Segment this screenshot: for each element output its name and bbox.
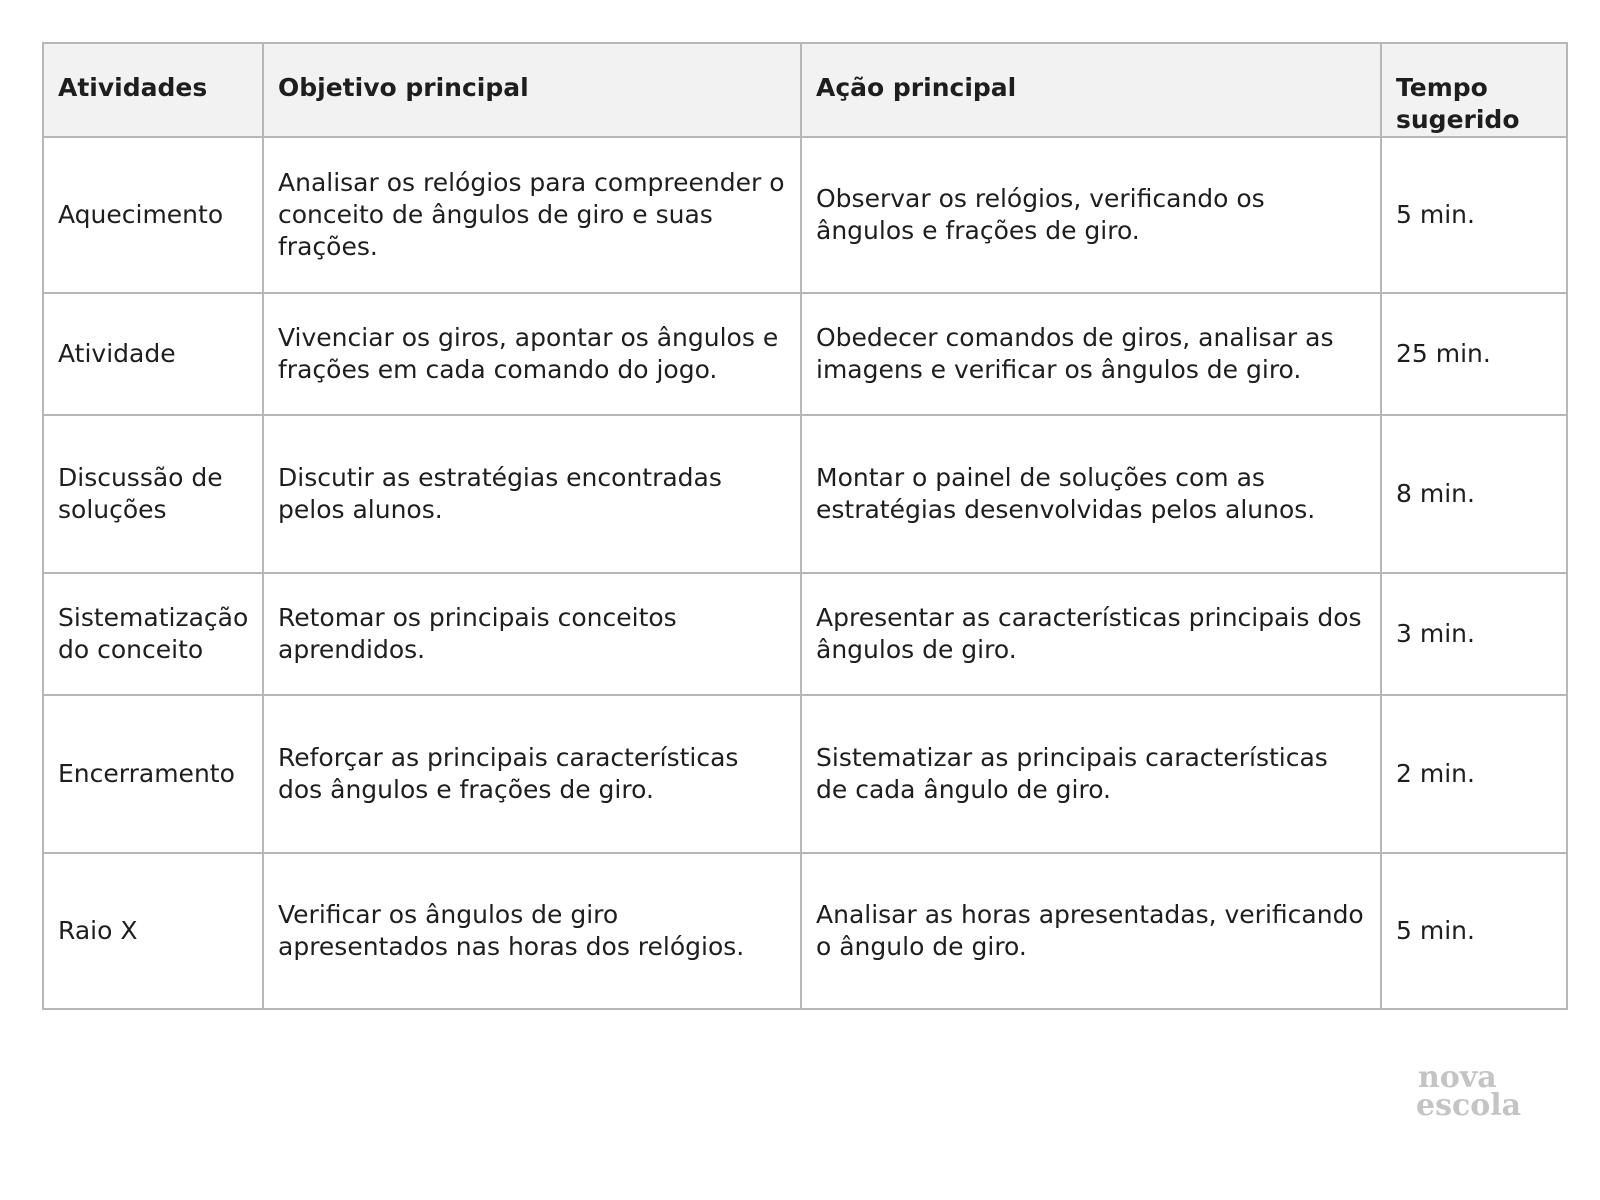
cell-tempo: 8 min. [1381, 415, 1567, 573]
cell-acao: Analisar as horas apresentadas, verificando o ângulo de giro. [801, 853, 1381, 1009]
cell-objetivo: Discutir as estratégias encontradas pelos alunos. [263, 415, 801, 573]
cell-acao: Obedecer comandos de giros, analisar as imagens e verificar os ângulos de giro. [801, 293, 1381, 415]
table-row [43, 573, 1567, 695]
header-acao: Ação principal [801, 43, 1381, 137]
table-row [43, 695, 1567, 853]
cell-atividade: Discussão de soluções [43, 415, 263, 573]
cell-tempo: 5 min. [1381, 853, 1567, 1009]
cell-objetivo: Vivenciar os giros, apontar os ângulos e frações em cada comando do jogo. [263, 293, 801, 415]
cell-atividade: Raio X [43, 853, 263, 1009]
table-row [43, 293, 1567, 415]
table-row [43, 853, 1567, 1009]
table-header-row [43, 43, 1567, 137]
nova-escola-logo [1416, 1060, 1536, 1123]
cell-acao: Apresentar as características principais dos ângulos de giro. [801, 573, 1381, 695]
cell-objetivo: Verificar os ângulos de giro apresentados nas horas dos relógios. [263, 853, 801, 1009]
table-row [43, 137, 1567, 293]
cell-tempo: 3 min. [1381, 573, 1567, 695]
header-tempo: Tempo sugerido [1381, 43, 1567, 137]
cell-atividade: Encerramento [43, 695, 263, 853]
cell-objetivo: Reforçar as principais características dos ângulos e frações de giro. [263, 695, 801, 853]
cell-atividade: Atividade [43, 293, 263, 415]
lesson-plan-table [42, 42, 1568, 1010]
logo-line-escola: escola [1416, 1088, 1522, 1123]
logo-line-nova: nova [1418, 1060, 1497, 1095]
cell-acao: Montar o painel de soluções com as estratégias desenvolvidas pelos alunos. [801, 415, 1381, 573]
table-row [43, 415, 1567, 573]
cell-atividade: Aquecimento [43, 137, 263, 293]
cell-tempo: 2 min. [1381, 695, 1567, 853]
cell-tempo: 25 min. [1381, 293, 1567, 415]
cell-objetivo: Analisar os relógios para compreender o conceito de ângulos de giro e suas frações. [263, 137, 801, 293]
cell-atividade: Sistematização do conceito [43, 573, 263, 695]
header-atividades: Atividades [43, 43, 263, 137]
cell-acao: Sistematizar as principais características de cada ângulo de giro. [801, 695, 1381, 853]
cell-tempo: 5 min. [1381, 137, 1567, 293]
cell-acao: Observar os relógios, verificando os ângulos e frações de giro. [801, 137, 1381, 293]
header-objetivo: Objetivo principal [263, 43, 801, 137]
cell-objetivo: Retomar os principais conceitos aprendidos. [263, 573, 801, 695]
